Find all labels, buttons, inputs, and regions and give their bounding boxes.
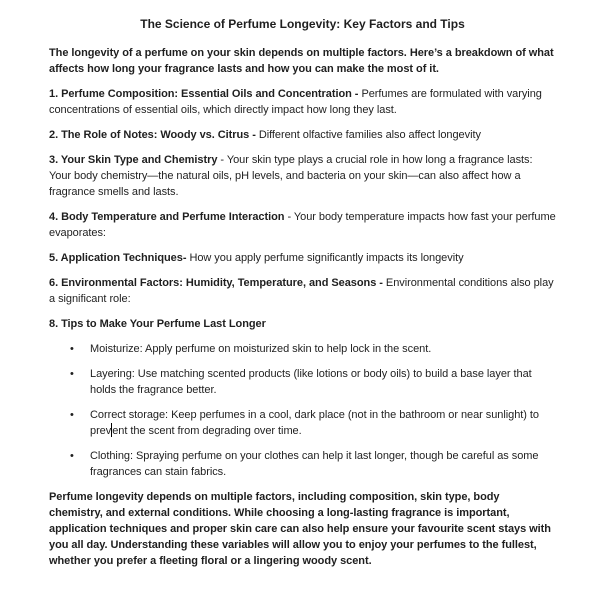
section-1-body: Perfumes are formulated with varying concentrations of essential oils, which directly impact how long they last.	[49, 88, 542, 116]
section-6-heading: 6. Environmental Factors: Humidity, Temperature, and Seasons -	[49, 277, 383, 289]
bullet-item-text: Clothing: Spraying perfume on your clothes can help it last longer, though be careful as some fragrances can stain fabrics.	[90, 450, 539, 478]
section-4-heading: 4. Body Temperature and Perfume Interaction	[49, 211, 285, 223]
bullet-item-layering[interactable]	[49, 366, 556, 398]
bullet-item-text-after-cursor: ent the scent from degrading over time.	[112, 425, 302, 437]
section-3-heading: 3. Your Skin Type and Chemistry	[49, 154, 218, 166]
section-3-paragraph[interactable]	[49, 152, 556, 200]
section-2-body: Different olfactive families also affect longevity	[255, 129, 481, 141]
section-1-paragraph[interactable]	[49, 86, 556, 118]
document-title[interactable]: The Science of Perfume Longevity: Key Factors and Tips	[140, 17, 465, 31]
section-2-heading: 2. The Role of Notes: Woody vs. Citrus -	[49, 129, 256, 141]
bullet-item-correct-storage[interactable]	[49, 407, 556, 439]
bullet-item-moisturize[interactable]	[49, 341, 556, 357]
section-2-paragraph[interactable]	[49, 127, 556, 143]
bullet-item-text: Layering: Use matching scented products (like lotions or body oils) to build a base layer that holds the fragrance better.	[90, 368, 532, 396]
section-6-paragraph[interactable]	[49, 275, 556, 307]
bullet-item-text-before-cursor: Correct storage: Keep perfumes in a cool, dark place (not in the bathroom or near sunlight) to prev	[90, 409, 539, 437]
section-5-body: How you apply perfume significantly impacts its longevity	[186, 252, 464, 264]
tips-bullet-list	[49, 341, 556, 480]
section-6-body: Environmental conditions also play a significant role:	[49, 277, 554, 305]
section-1-heading: 1. Perfume Composition: Essential Oils and Concentration -	[49, 88, 359, 100]
conclusion-paragraph[interactable]: Perfume longevity depends on multiple factors, including composition, skin type, body chemistry, and external conditions. While choosing a long-lasting fragrance is important, application techniques and proper skin care can also help ensure your favourite scent stays with you all day. Understanding these variables will allow you to enjoy your perfumes to the fullest, whether you prefer a fleeting floral or a lingering woody scent.	[49, 491, 551, 567]
section-3-body: - Your skin type plays a crucial role in how long a fragrance lasts: Your body chemistry—the natural oils, pH levels, and bacteria on your skin—can also affect how a fragrance smells and lasts.	[49, 154, 533, 198]
bullet-item-clothing[interactable]	[49, 448, 556, 480]
bullet-item-text: Moisturize: Apply perfume on moisturized skin to help lock in the scent.	[90, 343, 432, 355]
section-4-body: - Your body temperature impacts how fast your perfume evaporates:	[49, 211, 556, 239]
section-4-paragraph[interactable]	[49, 209, 556, 241]
intro-paragraph[interactable]: The longevity of a perfume on your skin depends on multiple factors. Here’s a breakdown of what affects how long your fragrance lasts and how you can make the most of it.	[49, 47, 554, 75]
section-5-paragraph[interactable]	[49, 250, 556, 266]
section-8-heading: 8. Tips to Make Your Perfume Last Longer	[49, 318, 266, 330]
section-8-paragraph[interactable]	[49, 316, 556, 332]
section-5-heading: 5. Application Techniques-	[49, 252, 187, 264]
